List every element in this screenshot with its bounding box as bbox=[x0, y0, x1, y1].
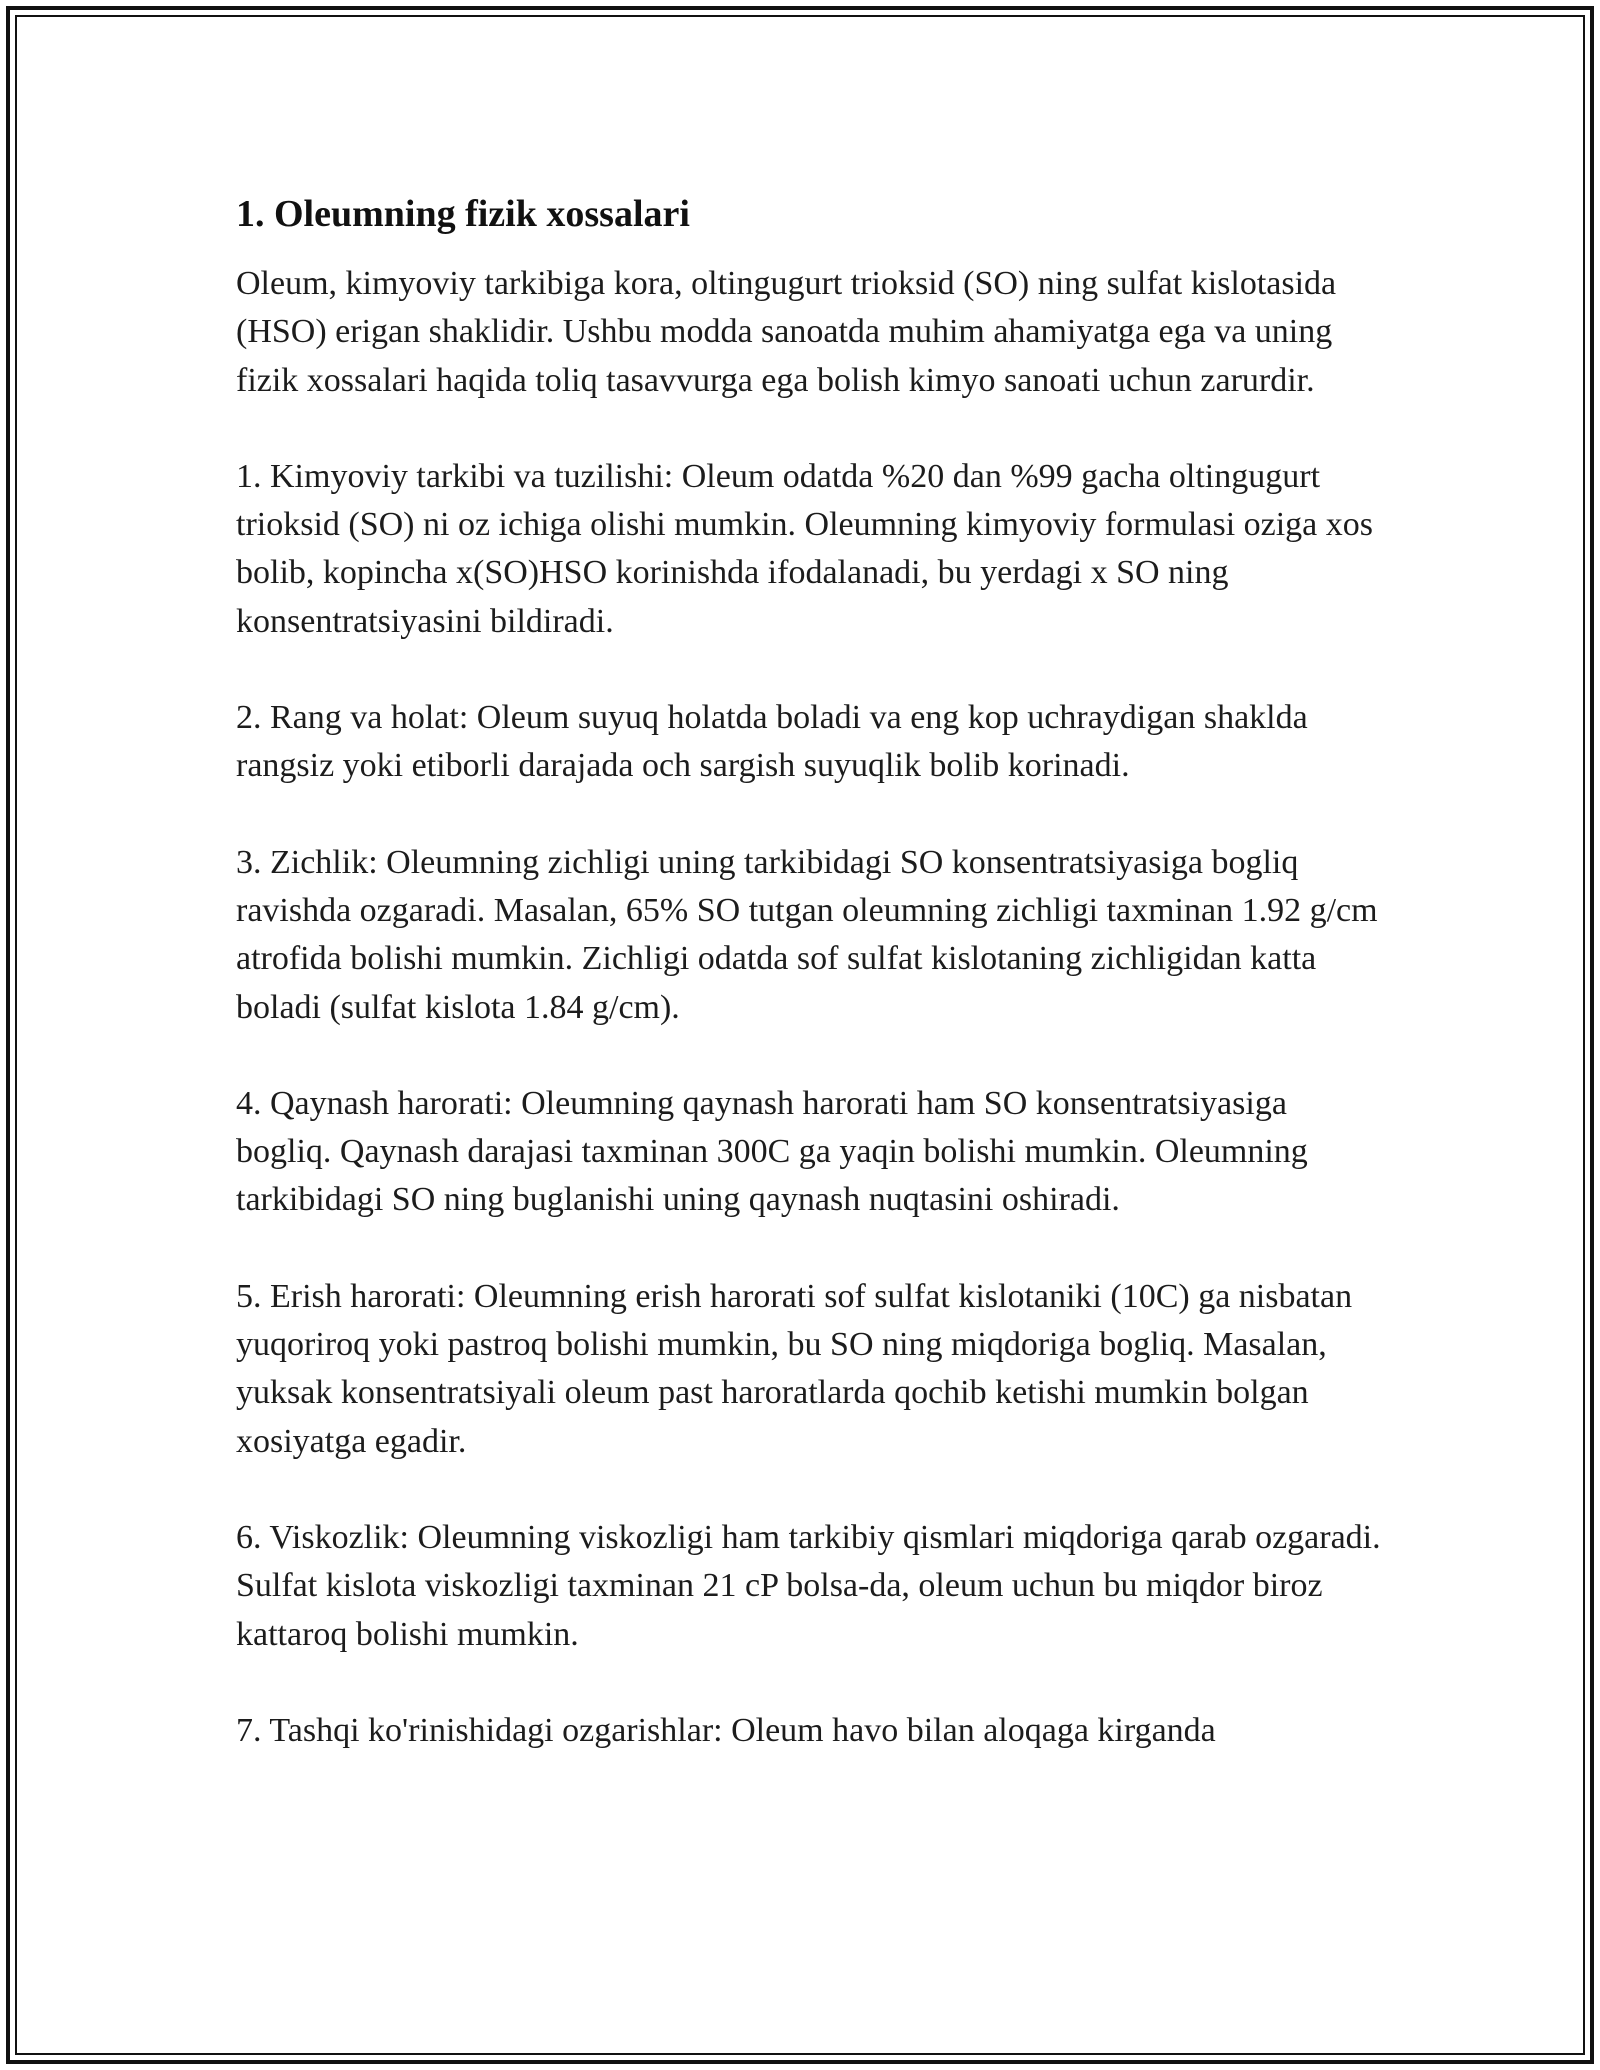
intro-paragraph: Oleum, kimyoviy tarkibiga kora, oltingugurt trioksid (SO) ning sulfat kislotasida (HSO) erigan shaklidir. Ushbu modda sanoatda muhim ahamiyatga ega va uning fizik xossalari haqida toliq tasavvurga ega bolish kimyo sanoati uchun zarurdir. bbox=[236, 265, 1337, 399]
property-item-viscosity: 6. Viskozlik: Oleumning viskozligi ham tarkibiy qismlari miqdoriga qarab ozgaradi. Sulfat kislota viskozligi taxminan 21 cP bolsa-da, oleum uchun bu miqdor biroz kattaroq bolishi mumkin. bbox=[236, 1518, 1381, 1653]
document-body bbox=[236, 188, 1386, 1755]
property-item-color-state: 2. Rang va holat: Oleum suyuq holatda boladi va eng kop uchraydigan shaklda rangsiz yoki etiborli darajada och sargish suyuqlik bolib korinadi. bbox=[236, 699, 1308, 785]
property-item-appearance-changes: 7. Tashqi ko'rinishidagi ozgarishlar: Oleum havo bilan aloqaga kirganda bbox=[236, 1711, 1216, 1749]
property-item-melting-point: 5. Erish harorati: Oleumning erish harorati sof sulfat kislotaniki (10C) ga nisbatan yuqoriroq yoki pastroq bolishi mumkin, bu SO ning miqdoriga bogliq. Masalan, yuksak konsentratsiyali oleum past haroratlarda qochib ketishi mumkin bolgan xosiyatga egadir. bbox=[236, 1277, 1353, 1460]
property-item-density: 3. Zichlik: Oleumning zichligi uning tarkibidagi SO konsentratsiyasiga bogliq ravishda ozgaradi. Masalan, 65% SO tutgan oleumning zichligi taxminan 1.92 g/cm atrofida bolishi mumkin. Zichligi odatda sof sulfat kislotaning zichligidan katta boladi (sulfat kislota 1.84 g/cm). bbox=[236, 843, 1378, 1026]
property-item-boiling-point: 4. Qaynash harorati: Oleumning qaynash harorati ham SO konsentratsiyasiga bogliq. Qaynash darajasi taxminan 300C ga yaqin bolishi mumkin. Oleumning tarkibidagi SO ning buglanishi uning qaynash nuqtasini oshiradi. bbox=[236, 1084, 1308, 1219]
property-item-composition: 1. Kimyoviy tarkibi va tuzilishi: Oleum odatda %20 dan %99 gacha oltingugurt trioksid (SO) ni oz ichiga olishi mumkin. Oleumning kimyoviy formulasi oziga xos bolib, kopincha x(SO)HSO korinishda ifodalanadi, bu yerdagi x SO ning konsentratsiyasini bildiradi. bbox=[236, 457, 1374, 640]
section-heading: 1. Oleumning fizik xossalari bbox=[236, 193, 690, 235]
